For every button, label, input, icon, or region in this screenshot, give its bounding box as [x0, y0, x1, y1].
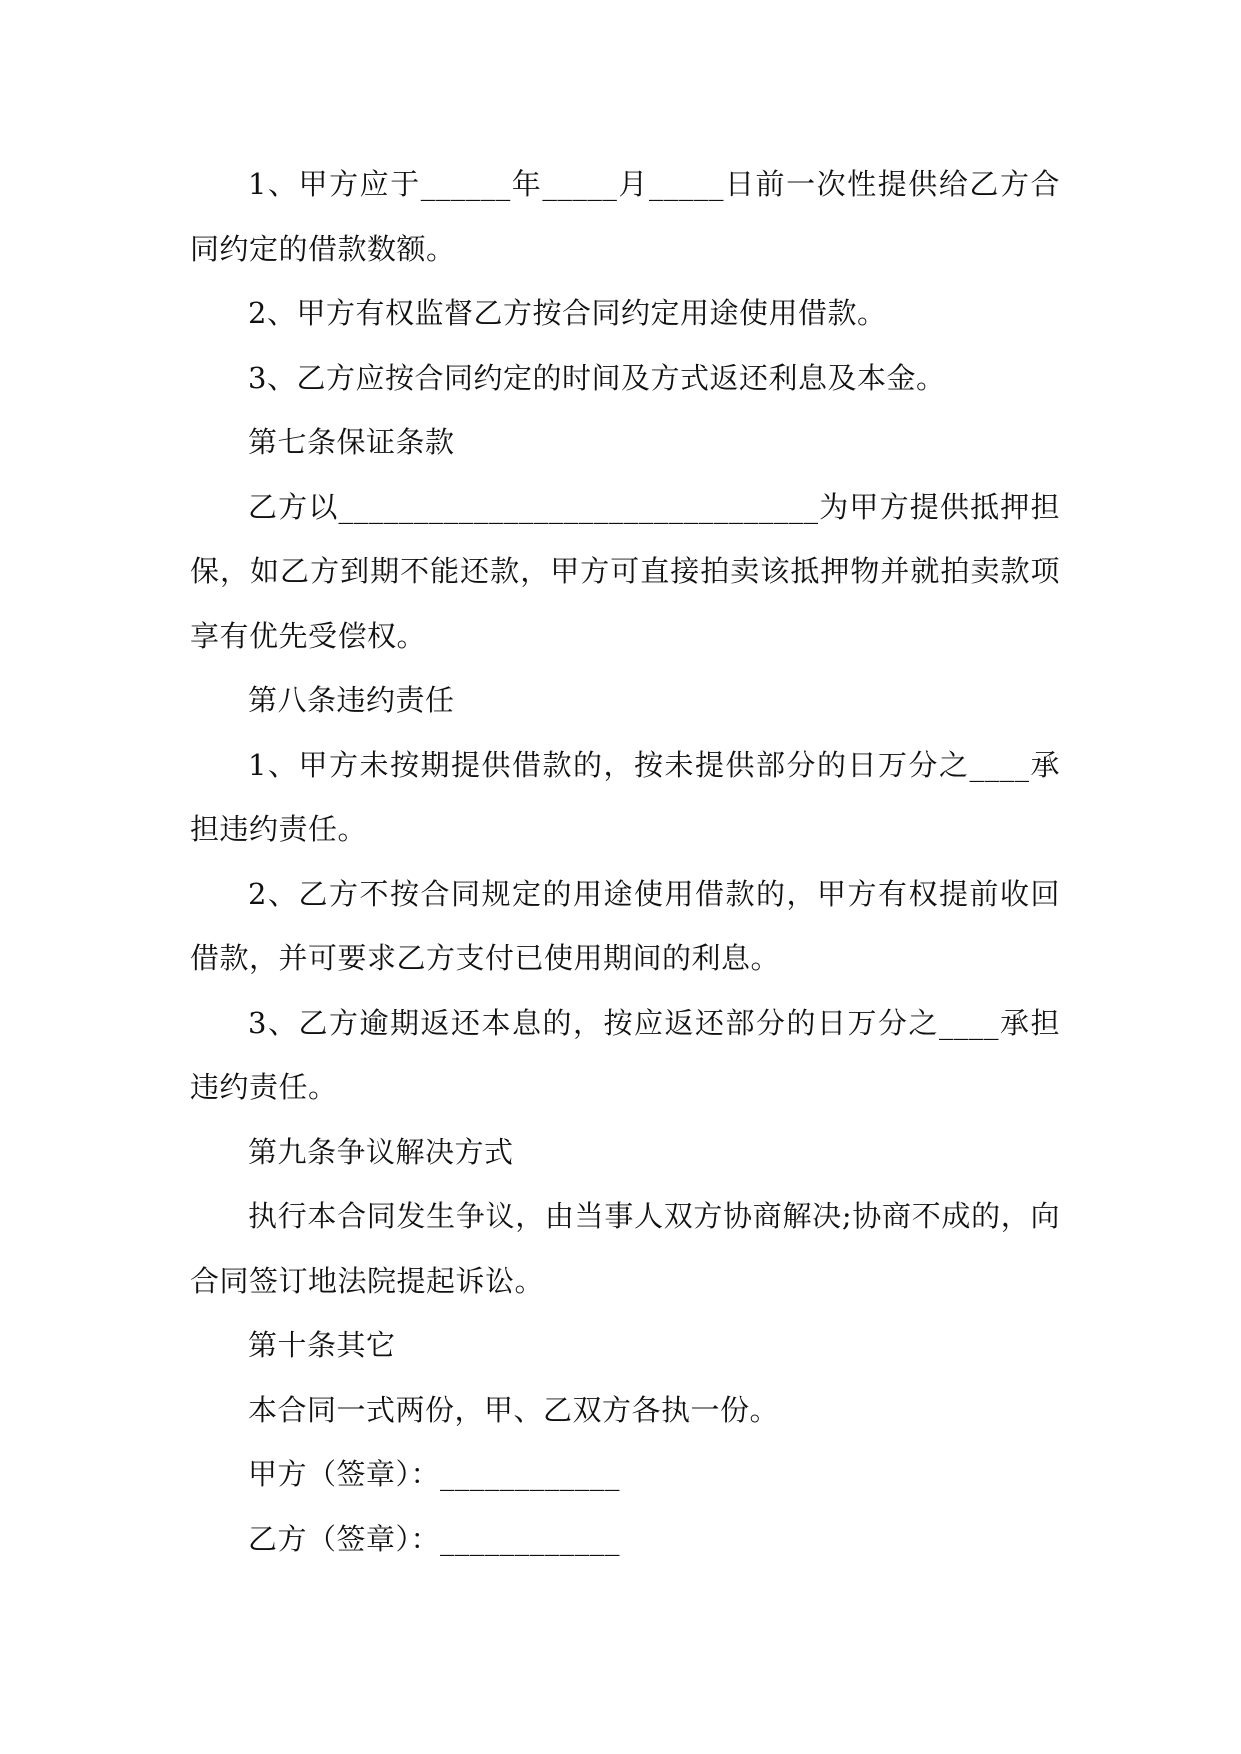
party-a-signature-line: 甲方（签章）：____________: [248, 1457, 621, 1491]
clause-party-a-provide-loan: 1、甲方应于______年_____月_____日前一次性提供给乙方合同约定的借款数额。: [190, 167, 1060, 266]
document-body: [190, 152, 1060, 1571]
article-8-item-2: 2、乙方不按合同规定的用途使用借款的，甲方有权提前收回借款，并可要求乙方支付已使用期间的利息。: [190, 876, 1060, 975]
article-9-heading: 第九条争议解决方式: [248, 1134, 514, 1169]
article-7-heading: 第七条保证条款: [248, 425, 455, 459]
clause-party-a-supervise: 2、甲方有权监督乙方按合同约定用途使用借款。: [248, 296, 887, 330]
party-b-signature-line: 乙方（签章）：____________: [248, 1521, 621, 1556]
article-10-copies-text: 本合同一式两份，甲、乙双方各执一份。: [248, 1392, 780, 1427]
article-8-item-3: 3、乙方逾期返还本息的，按应返还部分的日万分之____承担违约责任。: [190, 1005, 1060, 1104]
article-9-dispute-text: 执行本合同发生争议，由当事人双方协商解决;协商不成的，向合同签订地法院提起诉讼。: [190, 1199, 1060, 1298]
article-7-guarantee-text: 乙方以________________________________为甲方提供抵押担保，如乙方到期不能还款，甲方可直接拍卖该抵押物并就拍卖款项享有优先受偿权。: [190, 489, 1060, 653]
article-8-item-1: 1、甲方未按期提供借款的，按未提供部分的日万分之____承担违约责任。: [190, 747, 1060, 846]
article-10-heading: 第十条其它: [248, 1328, 396, 1362]
clause-party-b-repay: 3、乙方应按合同约定的时间及方式返还利息及本金。: [248, 360, 946, 395]
article-8-heading: 第八条违约责任: [248, 683, 455, 717]
